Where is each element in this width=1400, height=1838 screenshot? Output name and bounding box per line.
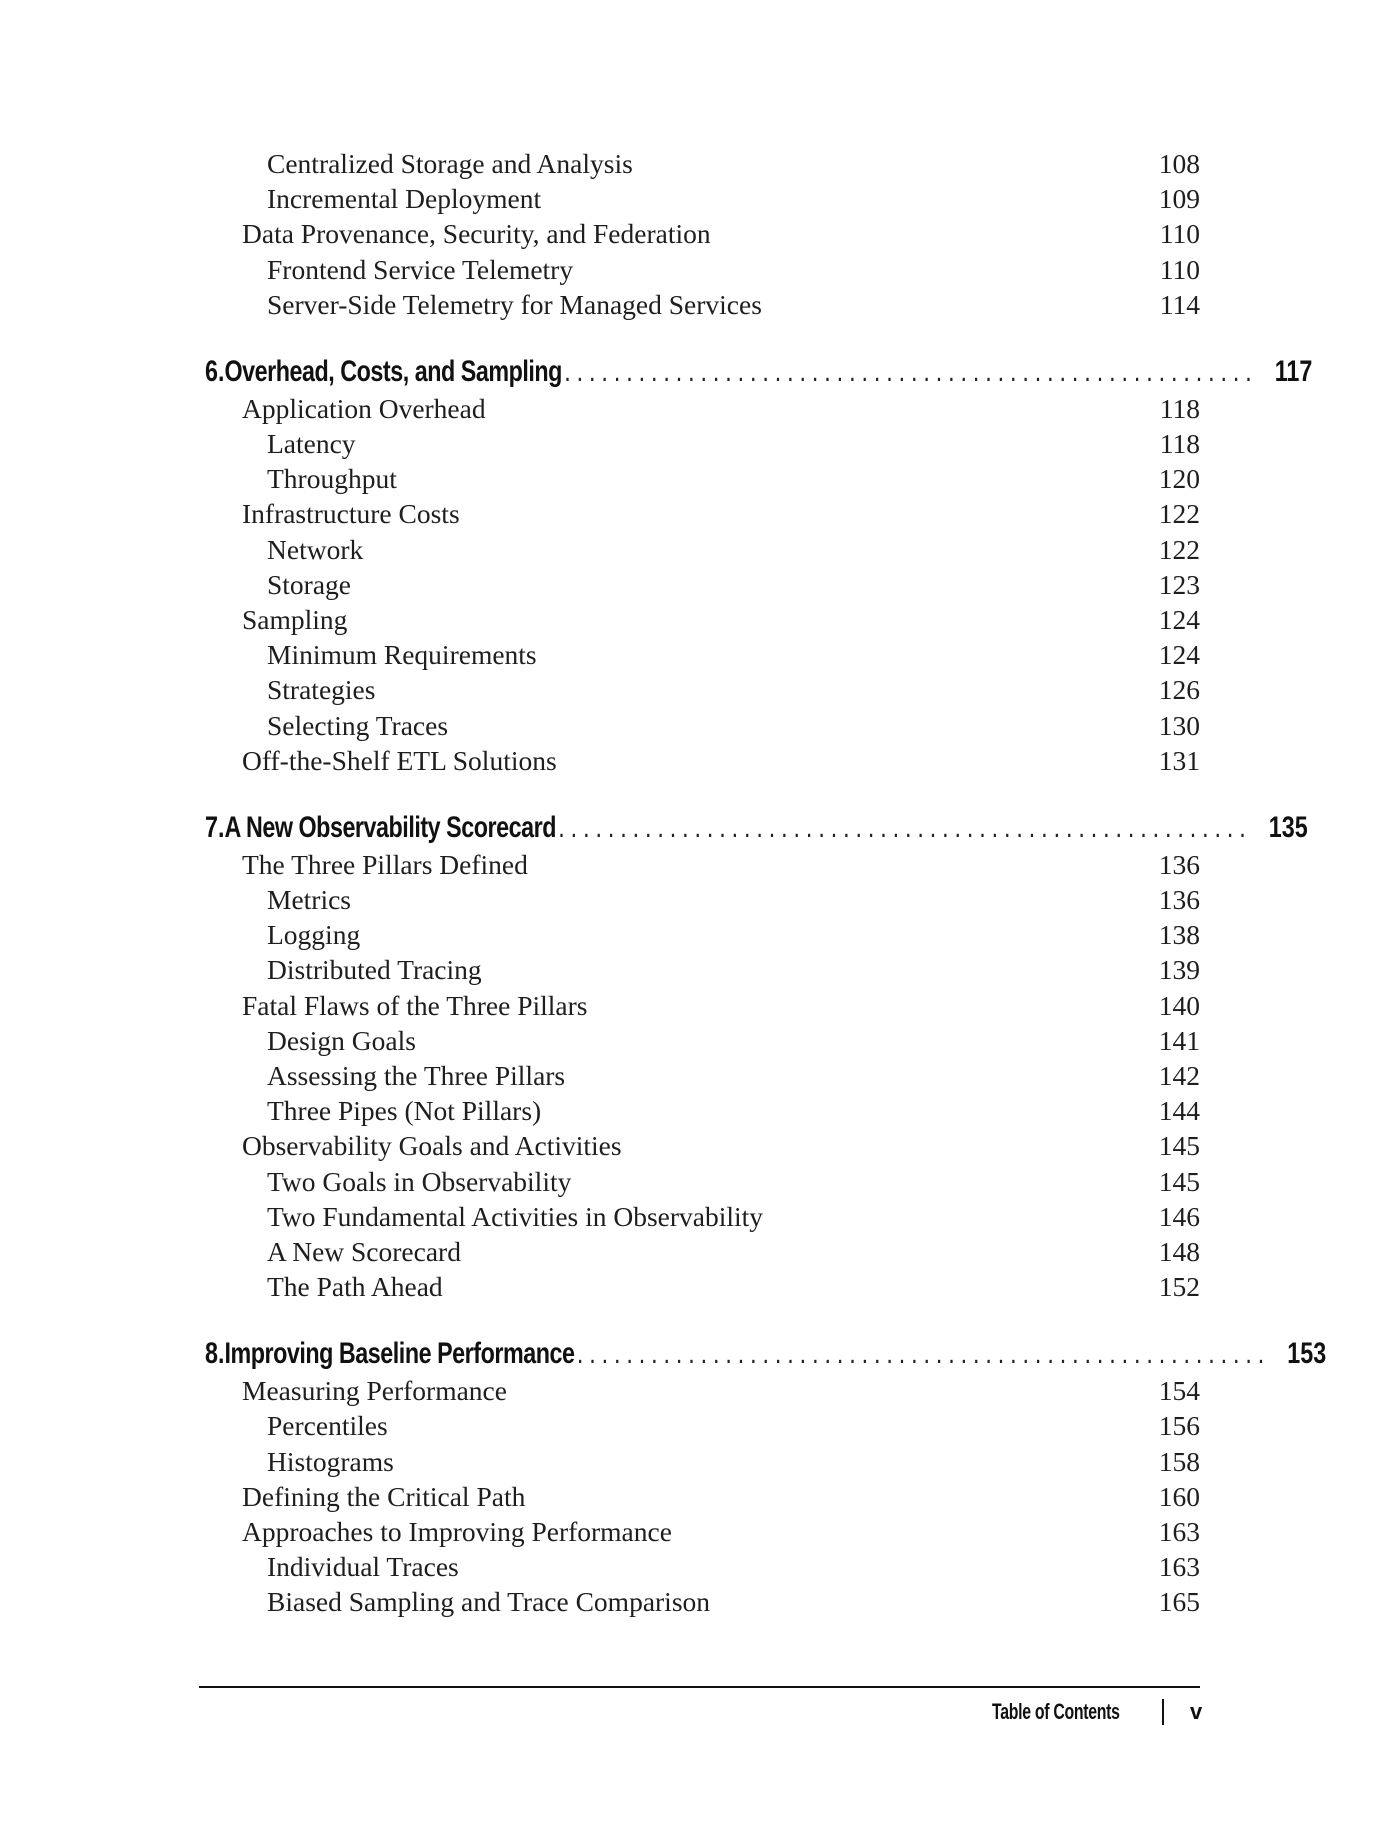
toc-entry-page-number: 160 <box>1158 1480 1200 1512</box>
chapter-title: A New Observability Scorecard <box>224 810 556 844</box>
toc-subsection-entry[interactable] <box>205 672 1200 707</box>
toc-entry-title: Three Pipes (Not Pillars) <box>267 1095 542 1127</box>
toc-entry-title: Observability Goals and Activities <box>242 1130 622 1162</box>
toc-entry-title: Strategies <box>267 674 376 706</box>
toc-entry-page-number: 142 <box>1158 1060 1200 1091</box>
toc-subsection-entry[interactable] <box>205 708 1200 743</box>
toc-subsection-entry[interactable] <box>205 917 1200 952</box>
toc-entry-title: Minimum Requirements <box>267 639 537 671</box>
toc-entry-page-number: 122 <box>1158 498 1200 530</box>
toc-entry-title: Network <box>267 533 364 565</box>
toc-entry-title: Distributed Tracing <box>267 954 482 986</box>
toc-entry-page-number: 108 <box>1158 148 1200 179</box>
toc-subsection-entry[interactable] <box>205 426 1200 461</box>
toc-entry-title: Incremental Deployment <box>267 183 542 215</box>
toc-subsection-entry[interactable] <box>205 637 1200 672</box>
toc-subsection-entry[interactable] <box>205 287 1200 322</box>
dot-leader: ........................................................ <box>576 1337 1271 1371</box>
toc-entry-title: Approaches to Improving Performance <box>242 1516 672 1547</box>
toc-chapter-entry[interactable] <box>205 1334 1327 1374</box>
toc-entry-title: Individual Traces <box>267 1551 459 1583</box>
dot-leader: ........................................................ <box>564 354 1258 388</box>
toc-subsection-entry[interactable] <box>205 1549 1200 1584</box>
toc-entry-page-number: 163 <box>1158 1516 1200 1547</box>
toc-section-entry[interactable] <box>205 743 1200 778</box>
toc-entry-page-number: 158 <box>1158 1445 1200 1477</box>
toc-chapter-entry[interactable] <box>205 352 1313 392</box>
toc-entry-page-number: 114 <box>1159 288 1200 320</box>
toc-entry-page-number: 145 <box>1158 1165 1200 1197</box>
toc-entry-title: Selecting Traces <box>267 709 449 741</box>
chapter-number: 8. <box>205 1337 225 1371</box>
toc-entry-page-number: 154 <box>1158 1375 1200 1407</box>
toc-entry-page-number: 156 <box>1158 1410 1200 1442</box>
toc-entry-title: The Three Pillars Defined <box>242 848 528 880</box>
toc-entry-title: Fatal Flaws of the Three Pillars <box>242 989 588 1021</box>
toc-entry-title: Latency <box>267 428 356 459</box>
toc-section-entry[interactable] <box>205 1373 1200 1408</box>
toc-entry-page-number: 131 <box>1158 744 1200 776</box>
toc-entry-page-number: 136 <box>1158 884 1200 915</box>
toc-chapter-line <box>205 352 1313 392</box>
toc-entry-title: Off-the-Shelf ETL Solutions <box>242 744 557 776</box>
toc-entry-title: Logging <box>267 919 361 951</box>
toc-entry-page-number: 165 <box>1158 1586 1200 1618</box>
toc-entry-page-number: 130 <box>1158 709 1200 741</box>
toc-section-entry[interactable] <box>205 1128 1200 1163</box>
toc-subsection-entry[interactable] <box>205 882 1200 917</box>
toc-entry-page-number: 145 <box>1158 1130 1200 1162</box>
toc-entry-title: Sampling <box>242 604 348 635</box>
chapter-page-number: 135 <box>1268 810 1308 844</box>
toc-entry-title: Design Goals <box>267 1024 416 1056</box>
toc-subsection-entry[interactable] <box>205 1023 1200 1058</box>
toc-section-entry[interactable] <box>205 216 1200 251</box>
toc-chapter-line <box>205 808 1308 848</box>
toc-subsection-entry[interactable] <box>205 1269 1200 1304</box>
toc-entry-title: Biased Sampling and Trace Comparison <box>267 1586 711 1618</box>
toc-chapter-entry[interactable] <box>205 808 1308 848</box>
toc-entry-page-number: 124 <box>1158 639 1200 671</box>
toc-entry-page-number: 120 <box>1158 463 1200 495</box>
toc-entry-page-number: 163 <box>1158 1551 1200 1583</box>
toc-entry-title: Assessing the Three Pillars <box>267 1060 566 1091</box>
toc-entry-page-number: 122 <box>1158 533 1200 565</box>
toc-entry-title: Throughput <box>267 463 397 495</box>
toc-section-entry[interactable] <box>205 391 1200 426</box>
toc-entry-title: Storage <box>267 568 352 600</box>
toc-entry-page-number: 126 <box>1158 674 1200 706</box>
toc-entry-page-number: 140 <box>1158 989 1200 1021</box>
toc-entry-page-number: 136 <box>1158 848 1200 880</box>
toc-entry-page-number: 109 <box>1158 183 1200 215</box>
toc-subsection-entry[interactable] <box>205 1584 1200 1619</box>
toc-entry-title: Frontend Service Telemetry <box>267 253 574 285</box>
dot-leader: ........................................................ <box>558 810 1252 844</box>
toc-entry-page-number: 118 <box>1159 428 1200 459</box>
toc-subsection-entry[interactable] <box>205 1408 1200 1443</box>
toc-entry-page-number: 148 <box>1158 1236 1200 1267</box>
toc-subsection-entry[interactable] <box>205 146 1200 181</box>
toc-entry-title: Infrastructure Costs <box>242 498 460 530</box>
toc-entry-page-number: 123 <box>1158 568 1200 600</box>
toc-subsection-entry[interactable] <box>205 1199 1200 1234</box>
toc-entry-page-number: 138 <box>1158 919 1200 951</box>
chapter-number: 7. <box>205 810 225 844</box>
toc-entry-page-number: 110 <box>1159 218 1200 250</box>
toc-subsection-entry[interactable] <box>205 461 1200 496</box>
chapter-number: 6. <box>205 354 225 388</box>
toc-entry-title: Percentiles <box>267 1410 388 1442</box>
toc-subsection-entry[interactable] <box>205 1164 1200 1199</box>
footer-rule <box>199 1686 1200 1688</box>
toc-section-entry[interactable] <box>205 602 1200 637</box>
toc-entry-title: Application Overhead <box>242 392 486 424</box>
toc-subsection-entry[interactable] <box>205 952 1200 987</box>
toc-entry-page-number: 139 <box>1158 954 1200 986</box>
toc-section-entry[interactable] <box>205 496 1200 531</box>
toc-entry-page-number: 141 <box>1158 1024 1200 1056</box>
toc-entry-title: Data Provenance, Security, and Federation <box>242 218 711 250</box>
chapter-title: Overhead, Costs, and Sampling <box>224 354 562 388</box>
toc-subsection-entry[interactable] <box>205 532 1200 567</box>
toc-entry-page-number: 152 <box>1158 1271 1200 1303</box>
toc-section-entry[interactable] <box>205 1479 1200 1514</box>
footer-page-number: v <box>1190 1699 1203 1724</box>
toc-entry-page-number: 118 <box>1159 392 1200 424</box>
chapter-page-number: 153 <box>1287 1337 1327 1371</box>
toc-entry-title: Two Goals in Observability <box>267 1165 572 1197</box>
toc-subsection-entry[interactable] <box>205 1093 1200 1128</box>
footer-separator <box>1162 1699 1164 1725</box>
chapter-page-number: 117 <box>1274 354 1313 388</box>
toc-subsection-entry[interactable] <box>205 181 1200 216</box>
toc-entry-title: Measuring Performance <box>242 1375 507 1407</box>
chapter-title: Improving Baseline Performance <box>224 1337 575 1371</box>
toc-entry-page-number: 144 <box>1158 1095 1200 1127</box>
toc-entry-title: A New Scorecard <box>267 1236 461 1267</box>
toc-section-entry[interactable] <box>205 847 1200 882</box>
toc-subsection-entry[interactable] <box>205 567 1200 602</box>
footer-section-label-text: Table of Contents <box>992 1699 1120 1724</box>
toc-section-entry[interactable] <box>205 1514 1200 1549</box>
toc-entry-title: The Path Ahead <box>267 1271 443 1303</box>
toc-section-entry[interactable] <box>205 988 1200 1023</box>
toc-entry-page-number: 124 <box>1158 604 1200 635</box>
toc-entry-title: Metrics <box>267 884 352 915</box>
toc-subsection-entry[interactable] <box>205 252 1200 287</box>
toc-subsection-entry[interactable] <box>205 1058 1200 1093</box>
footer-section-label <box>992 1698 1144 1728</box>
toc-entry-title: Defining the Critical Path <box>242 1480 526 1512</box>
toc-entry-page-number: 146 <box>1158 1200 1200 1232</box>
toc-subsection-entry[interactable] <box>205 1234 1200 1269</box>
toc-entry-title: Centralized Storage and Analysis <box>267 148 633 179</box>
toc-subsection-entry[interactable] <box>205 1444 1200 1479</box>
toc-entry-title: Histograms <box>267 1445 394 1477</box>
toc-entry-title: Server-Side Telemetry for Managed Services <box>267 288 762 320</box>
toc-entry-title: Two Fundamental Activities in Observability <box>267 1200 764 1232</box>
toc-entry-page-number: 110 <box>1159 253 1200 285</box>
toc-chapter-line <box>205 1334 1327 1374</box>
